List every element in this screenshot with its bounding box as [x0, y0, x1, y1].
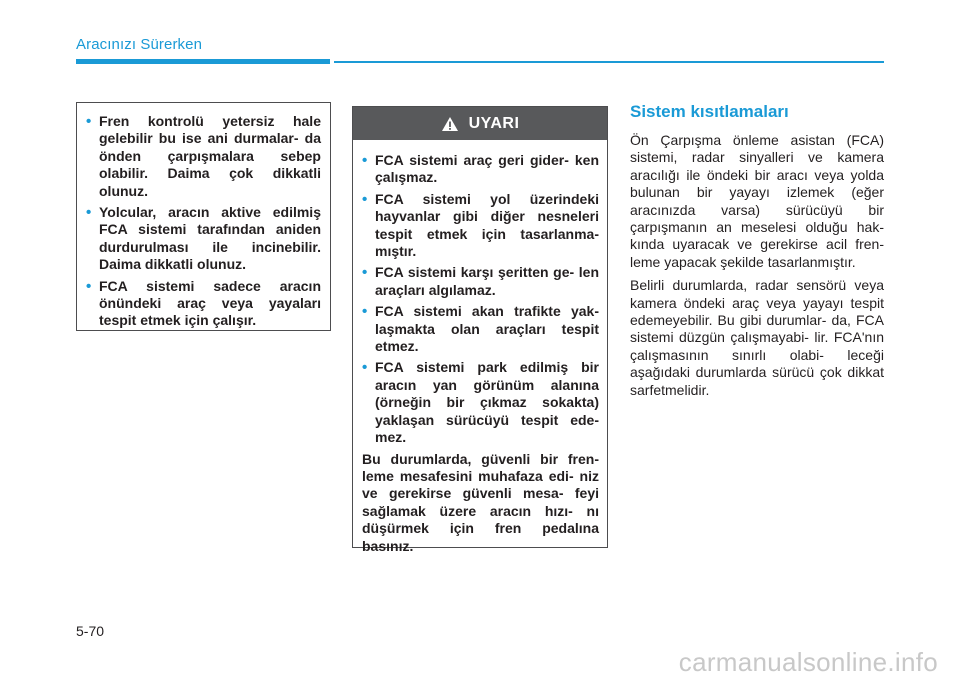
caution-box	[76, 102, 331, 331]
caution-item: • Fren kontrolü yetersiz hale gelebilir bu ise ani durmalar- da önden çarpışmalara sebep olabilir. Daima çok dikkatli olunuz.	[86, 113, 321, 199]
warning-list	[362, 152, 599, 447]
warning-header	[353, 107, 607, 140]
warning-item: • FCA sistemi karşı şeritten ge- len araçları algılamaz.	[362, 264, 599, 298]
header-rule-thick	[76, 59, 330, 64]
section-title: Aracınızı Sürerken	[76, 36, 203, 53]
watermark: carmanualsonline.info	[678, 647, 938, 677]
bullet-dot-icon: •	[86, 277, 92, 295]
caution-item: • FCA sistemi sadece aracın önündeki araç veya yayaları tespit etmek için çalışır.	[86, 277, 321, 329]
warning-item: • FCA sistemi araç geri gider- ken çalışmaz.	[362, 152, 599, 186]
caution-item: • Yolcular, aracın aktive edilmiş FCA sistemi tarafından aniden durdurulması ile incinebilir. Daima dikkatli olunuz.	[86, 204, 321, 273]
warning-body	[353, 140, 607, 555]
warning-item: • FCA sistemi yol üzerindeki hayvanlar gibi diğer nesneleri tespit etmek için tasarlanma- mıştır.	[362, 190, 599, 260]
warning-triangle-icon	[441, 116, 459, 132]
section-heading: Sistem kısıtlamaları	[630, 102, 789, 121]
bullet-dot-icon: •	[362, 264, 368, 282]
bullet-dot-icon: •	[362, 152, 368, 169]
system-limitations-section	[630, 102, 884, 405]
bullet-dot-icon: •	[362, 303, 368, 321]
bullet-dot-icon: •	[86, 113, 92, 130]
body-paragraph: Ön Çarpışma önleme asistan (FCA) sistemi, radar sinyalleri ve kamera aracılığı ile öndeki bir aracı veya yolda bulunan bir yayayı izlemek (eğer aracınızda varsa) sürücüyü bir çarpışmanın an meselesi olduğu hak- kında uyaracak ve gerekirse acil fren- leme yapacak şekilde tasarlanmıştır.	[630, 132, 884, 270]
warning-item: • FCA sistemi park edilmiş bir aracın yan görünüm alanına (örneğin bir çıkmaz sokakta) yaklaşan sürücüyü tespit ede- mez.	[362, 359, 599, 446]
bullet-dot-icon: •	[86, 204, 92, 222]
warning-item: • FCA sistemi akan trafikte yak- laşmakta olan araçları tespit etmez.	[362, 303, 599, 355]
warning-box	[352, 106, 608, 554]
caution-list	[86, 113, 321, 330]
page-number: 5-70	[76, 623, 105, 639]
bullet-dot-icon: •	[362, 190, 368, 208]
bullet-dot-icon: •	[362, 359, 368, 377]
header-rule-thin	[334, 61, 884, 63]
warning-closing-paragraph: Bu durumlarda, güvenli bir fren- leme mesafesini muhafaza edi- niz ve gerekirse güvenli mesa- feyi sağlamak üzere aracın hızı- nı düşürmek için fren pedalına basınız.	[362, 450, 599, 554]
warning-title: UYARI	[468, 114, 520, 132]
body-paragraph: Belirli durumlarda, radar sensörü veya kamera öndeki araç veya yayayı tespit edemeyebilir. Bu gibi durumlar- da, FCA sistemi düzgün çalışmayabi- lir. FCA'nın çalışmasının sınırlı olabi- leceği aşağıdaki durumlarda sürücü çok dikkat sarfetmelidir.	[630, 277, 884, 398]
